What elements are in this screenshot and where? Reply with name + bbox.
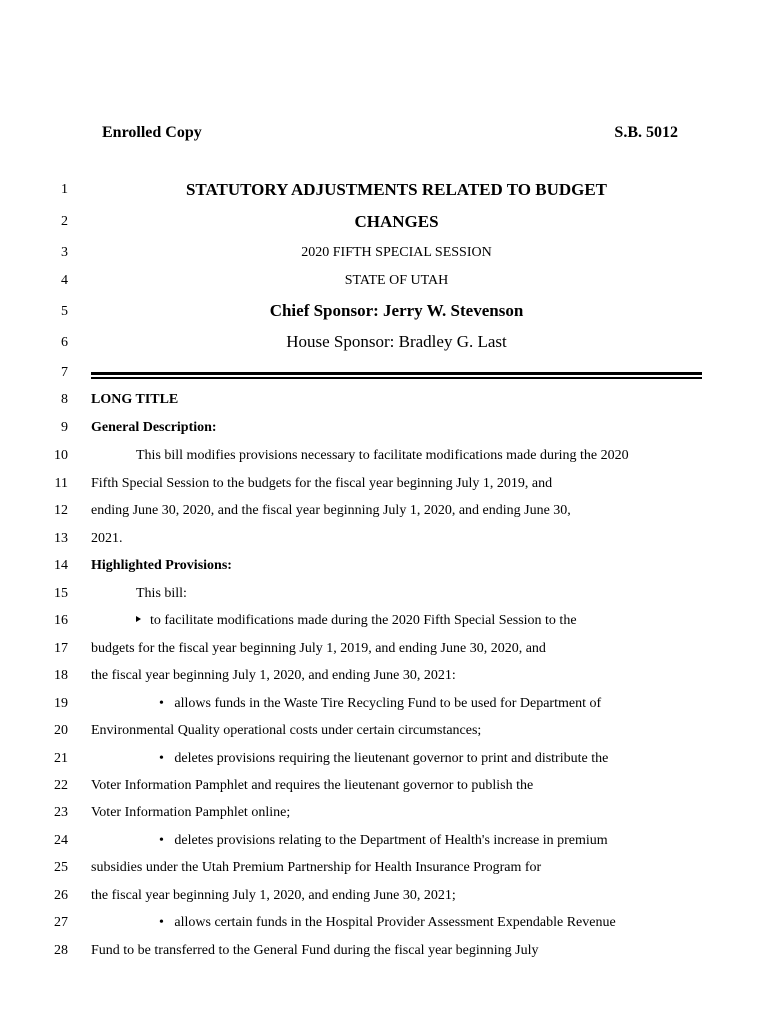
line-16: [0, 611, 770, 633]
body-text: allows funds in the Waste Tire Recycling Fund to be used for Department of: [174, 696, 602, 711]
line-number: 24: [54, 833, 68, 848]
bullet-item: [136, 613, 577, 629]
line-21: [0, 749, 770, 771]
body-text: Voter Information Pamphlet and requires the lieutenant governor to publish the: [91, 778, 534, 793]
line-number: 9: [61, 420, 68, 435]
body-text: Environmental Quality operational costs under certain circumstances;: [91, 723, 482, 738]
bill-number: S.B. 5012: [614, 124, 678, 141]
triangle-bullet-icon: [136, 616, 141, 622]
line-number: 10: [54, 448, 68, 463]
line-12: [0, 501, 770, 523]
line-number: 3: [61, 245, 68, 260]
line-15: [0, 584, 770, 606]
body-text: budgets for the fiscal year beginning July 1, 2019, and ending June 30, 2020, and: [91, 641, 546, 656]
body-text: This bill:: [136, 586, 187, 601]
line-number: 18: [54, 668, 68, 683]
sub-bullet-item: [159, 751, 608, 767]
line-number: 27: [54, 915, 68, 930]
state-label: STATE OF UTAH: [344, 273, 449, 288]
body-text: the fiscal year beginning July 1, 2020, and ending June 30, 2021;: [91, 888, 456, 903]
line-14: [0, 556, 770, 578]
divider-thick: [91, 372, 702, 375]
sub-bullet-item: [159, 696, 601, 712]
sub-bullet-item: [159, 833, 608, 849]
bill-title-line1: STATUTORY ADJUSTMENTS RELATED TO BUDGET: [185, 180, 608, 199]
bullet-dot-icon: •: [159, 751, 164, 766]
highlighted-provisions-heading: Highlighted Provisions:: [91, 558, 232, 573]
line-number: 26: [54, 888, 68, 903]
chief-sponsor: Chief Sponsor: Jerry W. Stevenson: [269, 301, 524, 320]
body-text: ending June 30, 2020, and the fiscal year beginning July 1, 2020, and ending June 30,: [91, 503, 571, 518]
line-number: 5: [61, 304, 68, 319]
line-10: [0, 446, 770, 468]
line-number: 13: [54, 531, 68, 546]
line-18: [0, 666, 770, 688]
line-19: [0, 694, 770, 716]
line-27: [0, 913, 770, 935]
line-28: [0, 941, 770, 963]
session-label: 2020 FIFTH SPECIAL SESSION: [301, 245, 492, 260]
line-number: 19: [54, 696, 68, 711]
body-text: 2021.: [91, 531, 123, 546]
line-number: 28: [54, 943, 68, 958]
line-20: [0, 721, 770, 743]
line-8: [0, 390, 770, 412]
line-number: 16: [54, 613, 68, 628]
line-9: [0, 418, 770, 440]
long-title-heading: LONG TITLE: [91, 392, 179, 407]
line-number: 2: [61, 214, 68, 229]
house-sponsor: House Sponsor: Bradley G. Last: [286, 332, 507, 351]
line-1: [0, 180, 770, 202]
bullet-dot-icon: •: [159, 696, 164, 711]
line-23: [0, 803, 770, 825]
body-text: deletes provisions relating to the Department of Health's increase in premium: [174, 833, 608, 848]
line-24: [0, 831, 770, 853]
line-number: 21: [54, 751, 68, 766]
line-6: [0, 332, 770, 354]
body-text: deletes provisions requiring the lieutenant governor to print and distribute the: [174, 751, 609, 766]
line-number: 17: [54, 641, 68, 656]
line-4: [0, 271, 770, 293]
line-number: 12: [54, 503, 68, 518]
body-text: Fifth Special Session to the budgets for the fiscal year beginning July 1, 2019, and: [91, 476, 553, 491]
line-number: 22: [54, 778, 68, 793]
body-text: This bill modifies provisions necessary to facilitate modifications made during the 2020: [136, 448, 629, 463]
line-3: [0, 243, 770, 265]
line-number: 8: [61, 392, 68, 407]
body-text: Voter Information Pamphlet online;: [91, 805, 291, 820]
line-number: 25: [54, 860, 68, 875]
line-number: 23: [54, 805, 68, 820]
line-26: [0, 886, 770, 908]
line-11: [0, 474, 770, 496]
body-text: to facilitate modifications made during the 2020 Fifth Special Session to the: [150, 613, 577, 628]
line-5: [0, 301, 770, 323]
line-number: 14: [54, 558, 68, 573]
body-text: subsidies under the Utah Premium Partnership for Health Insurance Program for: [91, 860, 542, 875]
line-2: [0, 212, 770, 234]
line-number: 1: [61, 182, 68, 197]
body-text: allows certain funds in the Hospital Provider Assessment Expendable Revenue: [174, 915, 616, 930]
line-number: 15: [54, 586, 68, 601]
sub-bullet-item: [159, 915, 616, 931]
line-13: [0, 529, 770, 551]
general-description-heading: General Description:: [91, 420, 217, 435]
line-25: [0, 858, 770, 880]
bill-title-line2: CHANGES: [354, 212, 439, 231]
divider-thin: [91, 377, 702, 379]
line-number: 7: [61, 365, 68, 380]
bullet-dot-icon: •: [159, 833, 164, 848]
bullet-dot-icon: •: [159, 915, 164, 930]
line-number: 11: [54, 476, 68, 491]
line-17: [0, 639, 770, 661]
line-number: 20: [54, 723, 68, 738]
line-22: [0, 776, 770, 798]
body-text: Fund to be transferred to the General Fund during the fiscal year beginning July: [91, 943, 539, 958]
line-number: 4: [61, 273, 68, 288]
body-text: the fiscal year beginning July 1, 2020, and ending June 30, 2021:: [91, 668, 456, 683]
line-number: 6: [61, 335, 68, 350]
enrolled-copy-label: Enrolled Copy: [102, 124, 202, 141]
